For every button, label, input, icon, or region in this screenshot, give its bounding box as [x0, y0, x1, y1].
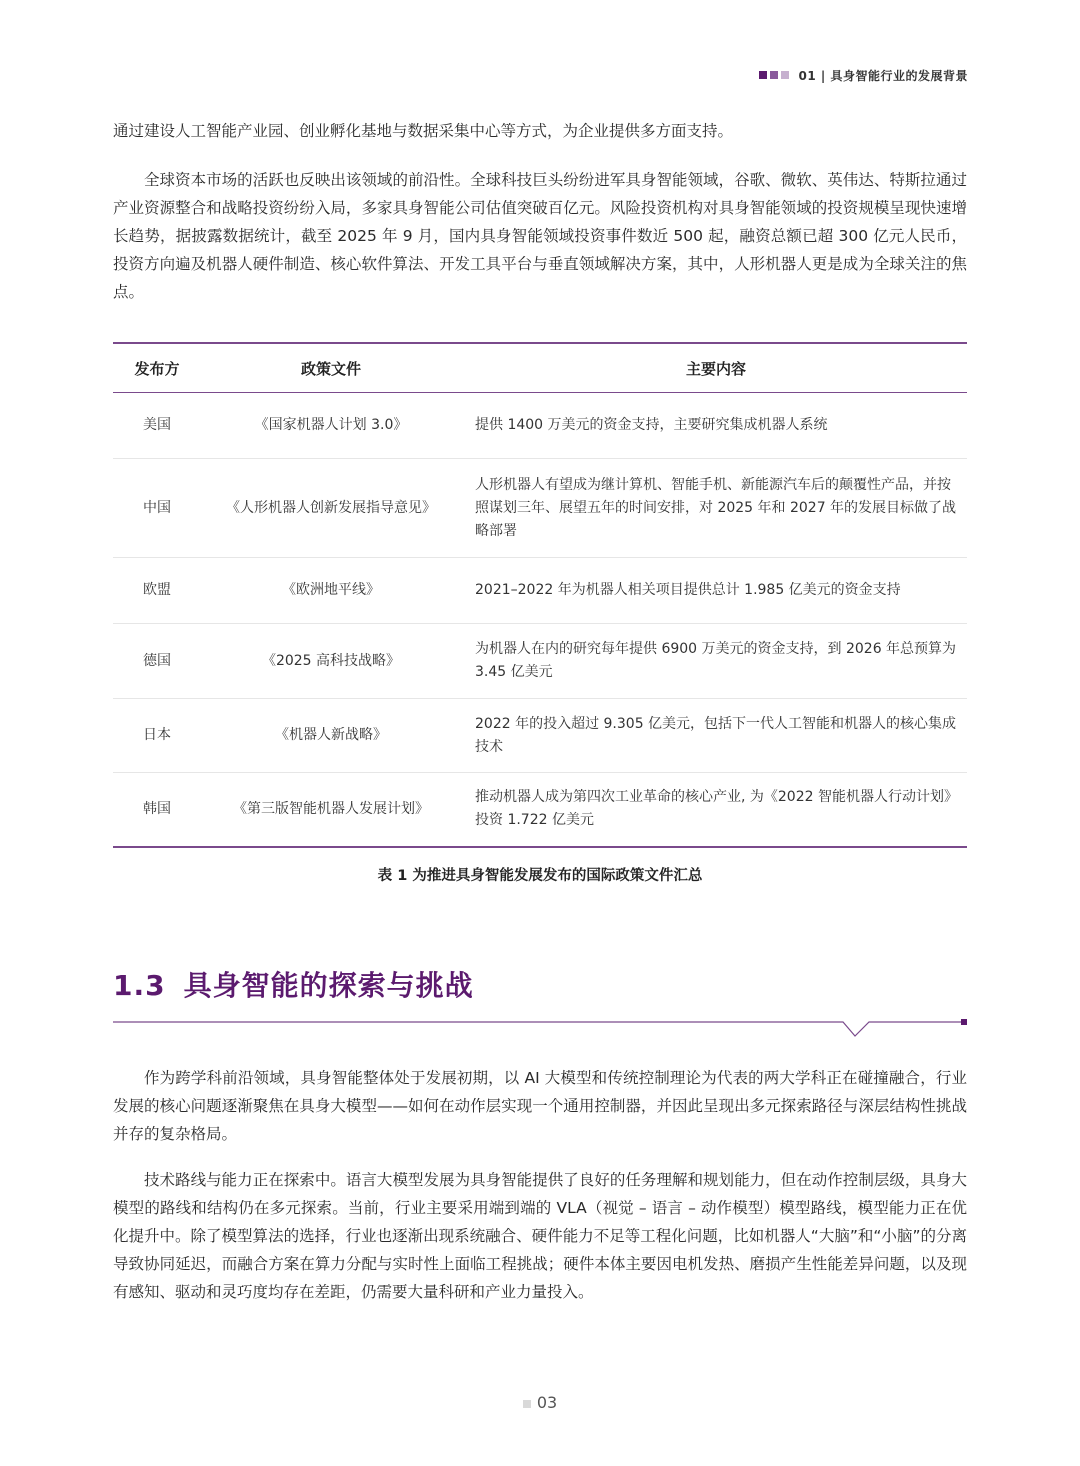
table-row	[113, 459, 967, 558]
cell-document: 《国家机器人计划 3.0》	[254, 417, 408, 433]
header-document: 政策文件	[300, 359, 361, 378]
capital-paragraph: 全球资本市场的活跃也反映出该领域的前沿性。全球科技巨头纷纷进军具身智能领域，谷歌、微软、英伟达、特斯拉通过产业资源整合和战略投资纷纷入局，多家具身智能公司估值突破百亿元。风险投资机构对具身智能领域的投资规模呈现快速增长趋势，据披露数据统计，截至 2025 年 9 月，国内具身智能领域投资事件数近 500 起，融资总额已超 300 亿元人民币，投资方向遍及机器人硬件制造、核心软件算法、开发工具平台与垂直领域解决方案，其中，人形机器人更是成为全球关注的焦点。	[113, 171, 967, 301]
cell-issuer: 德国	[143, 652, 171, 669]
explore-paragraph: 作为跨学科前沿领域，具身智能整体处于发展初期，以 AI 大模型和传统控制理论为代表的两大学科正在碰撞融合，行业发展的核心问题逐渐聚焦在具身大模型——如何在动作层实现一个通用控制器，并因此呈现出多元探索路径与深层结构性挑战并存的复杂格局。	[113, 1069, 967, 1143]
cell-issuer: 日本	[143, 727, 171, 743]
cell-content: 推动机器人成为第四次工业革命的核心产业, 为《2022 智能机器人行动计划》投资 1.722 亿美元	[475, 789, 951, 829]
cell-issuer: 中国	[143, 499, 171, 516]
header-square-icon	[781, 71, 789, 79]
header-square-icon	[770, 71, 778, 79]
cell-content: 人形机器人有望成为继计算机、智能手机、新能源汽车后的颠覆性产品，并按照谋划三年、展望五年的时间安排，对 2025 年和 2027 年的发展目标做了战略部署	[475, 476, 957, 539]
header-issuer: 发布方	[134, 359, 180, 378]
cell-content: 提供 1400 万美元的资金支持，主要研究集成机器人系统	[475, 417, 828, 433]
header-section-label: 01 | 具身智能行业的发展背景	[798, 68, 968, 83]
section-heading	[113, 964, 474, 1004]
cell-issuer: 美国	[143, 417, 171, 433]
header-content: 主要内容	[685, 359, 746, 378]
table-row	[113, 624, 967, 699]
footer-square-icon	[523, 1400, 531, 1408]
intro-paragraph: 通过建设人工智能产业园、创业孵化基地与数据采集中心等方式，为企业提供多方面支持。	[113, 122, 734, 140]
cell-issuer: 欧盟	[143, 582, 171, 598]
section-title: 具身智能的探索与挑战	[183, 969, 474, 1002]
section-number: 1.3	[113, 969, 166, 1002]
cell-document: 《人形机器人创新发展指导意见》	[226, 499, 436, 516]
cell-issuer: 韩国	[143, 800, 171, 817]
table-row	[113, 558, 967, 624]
tech-paragraph: 技术路线与能力正在探索中。语言大模型发展为具身智能提供了良好的任务理解和规划能力，但在动作控制层级，具身大模型的路线和结构仍在多元探索。当前，行业主要采用端到端的 VLA（视觉 – 语言 – 动作模型）模型路线，模型能力正在优化提升中。除了模型算法的选择，行业也逐渐出现系统融合、硬件能力不足等工程化问题，比如机器人“大脑”和“小脑”的分离导致协同延迟，而融合方案在算力分配与实时性上面临工程挑战；硬件本体主要因电机发热、磨损产生性能差异问题，以及现有感知、驱动和灵巧度均存在差距，仍需要大量科研和产业力量投入。	[113, 1171, 967, 1301]
table-row	[113, 699, 967, 773]
cell-content: 为机器人在内的研究每年提供 6900 万美元的资金支持，到 2026 年总预算为 3.45 亿美元	[475, 641, 957, 680]
table-header-row	[113, 343, 967, 393]
cell-document: 《欧洲地平线》	[282, 582, 380, 598]
section-divider	[113, 1010, 969, 1040]
cell-document: 《2025 高科技战略》	[261, 652, 401, 669]
cell-content: 2022 年的投入超过 9.305 亿美元，包括下一代人工智能和机器人的核心集成技术	[475, 715, 957, 755]
table-row	[113, 773, 967, 847]
page-number: 03	[536, 1393, 558, 1412]
cell-content: 2021–2022 年为机器人相关项目提供总计 1.985 亿美元的资金支持	[475, 582, 901, 598]
table-caption: 表 1 为推进具身智能发展发布的国际政策文件汇总	[377, 868, 703, 884]
cell-document: 《机器人新战略》	[275, 727, 387, 743]
running-header	[759, 66, 968, 84]
header-square-icon	[759, 71, 767, 79]
policy-table	[113, 342, 967, 848]
table-row	[113, 393, 967, 459]
page-footer	[0, 1393, 1080, 1412]
cell-document: 《第三版智能机器人发展计划》	[233, 800, 429, 817]
